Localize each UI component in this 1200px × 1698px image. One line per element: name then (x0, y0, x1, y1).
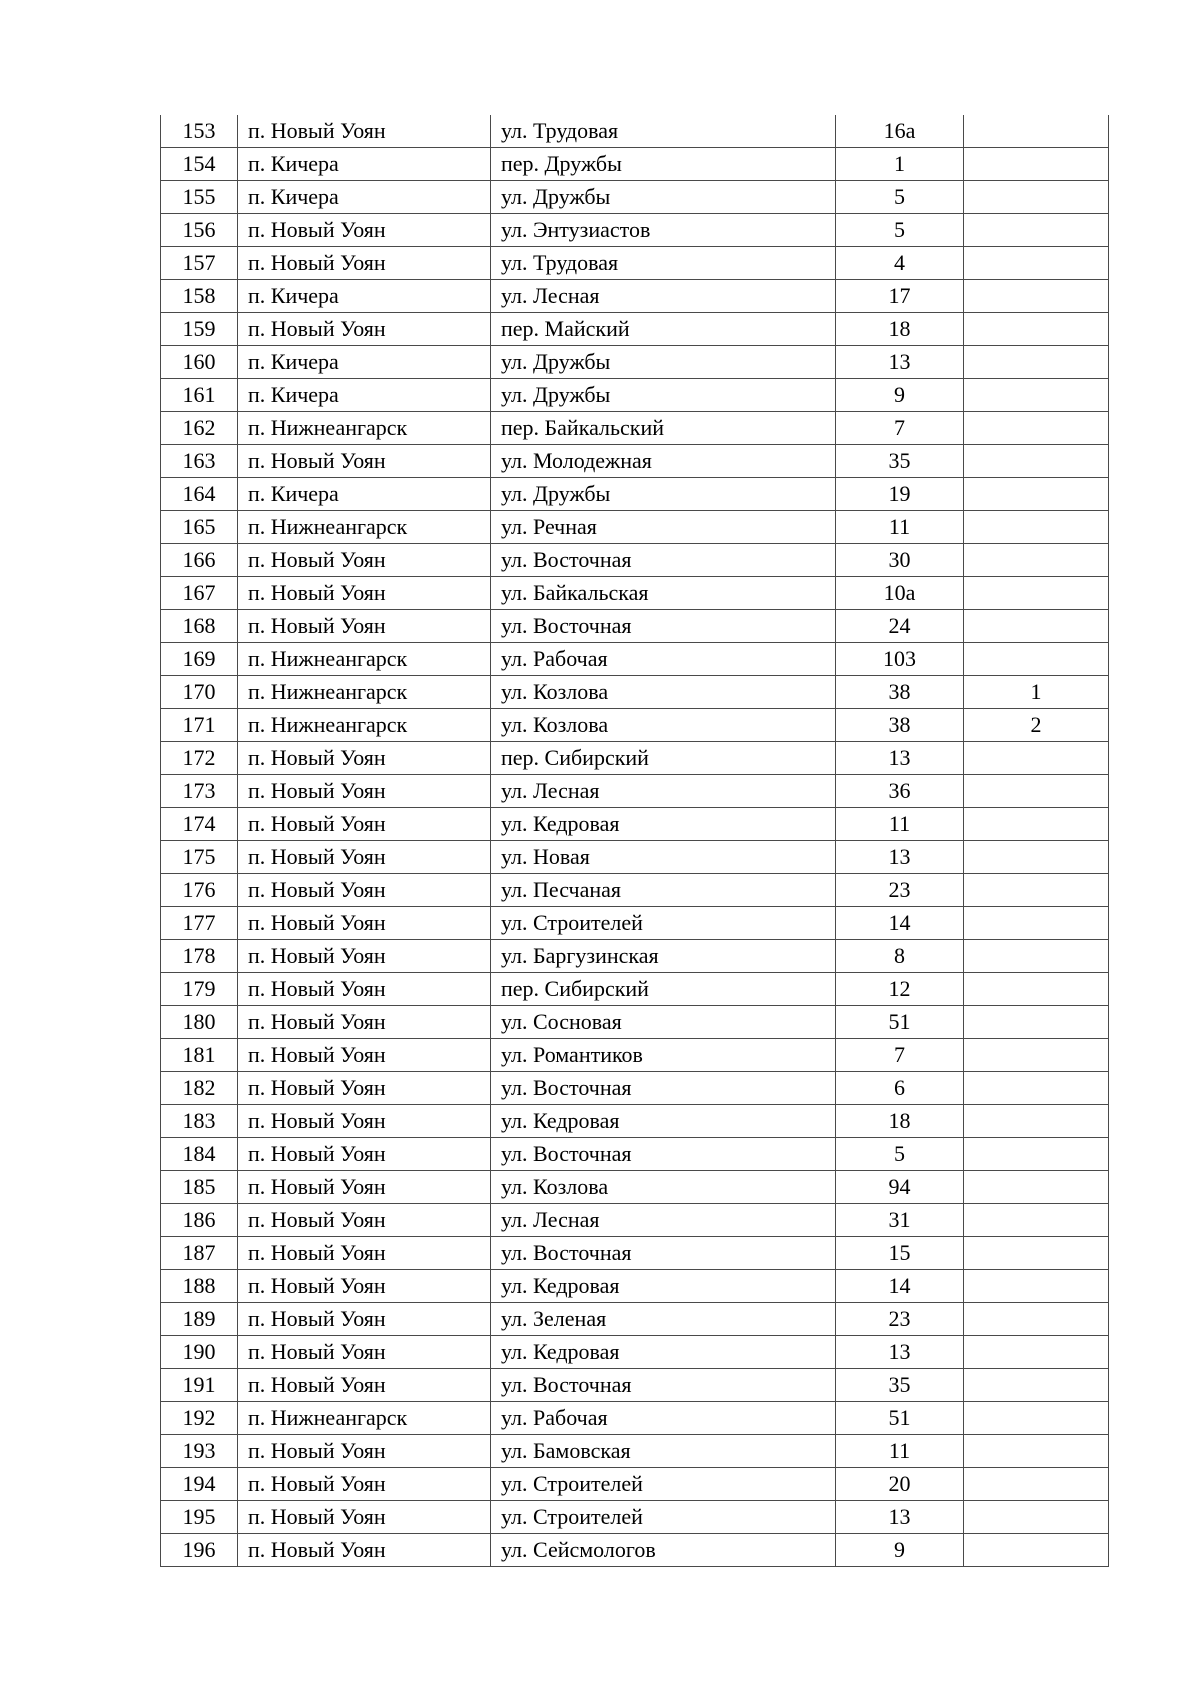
cell-apartment-number: 2 (964, 709, 1109, 742)
cell-row-number: 153 (161, 115, 238, 148)
cell-apartment-number (964, 1534, 1109, 1567)
cell-apartment-number (964, 214, 1109, 247)
cell-settlement: п. Новый Уоян (238, 1039, 491, 1072)
cell-house-number: 13 (836, 742, 964, 775)
cell-row-number: 154 (161, 148, 238, 181)
table-row (161, 1303, 1109, 1336)
table-row (161, 478, 1109, 511)
cell-apartment-number (964, 1303, 1109, 1336)
cell-street: ул. Лесная (491, 280, 836, 313)
table-row (161, 313, 1109, 346)
cell-settlement: п. Новый Уоян (238, 940, 491, 973)
table-row (161, 1072, 1109, 1105)
cell-street: ул. Байкальская (491, 577, 836, 610)
cell-street: ул. Лесная (491, 1204, 836, 1237)
table-row (161, 874, 1109, 907)
cell-settlement: п. Новый Уоян (238, 1270, 491, 1303)
cell-settlement: п. Нижнеангарск (238, 1402, 491, 1435)
cell-row-number: 184 (161, 1138, 238, 1171)
cell-house-number: 11 (836, 808, 964, 841)
cell-house-number: 1 (836, 148, 964, 181)
cell-apartment-number (964, 1435, 1109, 1468)
cell-street: ул. Восточная (491, 544, 836, 577)
cell-settlement: п. Кичера (238, 478, 491, 511)
cell-settlement: п. Новый Уоян (238, 874, 491, 907)
cell-row-number: 186 (161, 1204, 238, 1237)
cell-house-number: 5 (836, 214, 964, 247)
table-row (161, 115, 1109, 148)
table-row (161, 1369, 1109, 1402)
cell-street: ул. Восточная (491, 610, 836, 643)
cell-settlement: п. Нижнеангарск (238, 709, 491, 742)
cell-row-number: 170 (161, 676, 238, 709)
cell-row-number: 180 (161, 1006, 238, 1039)
cell-row-number: 155 (161, 181, 238, 214)
cell-apartment-number (964, 1237, 1109, 1270)
cell-settlement: п. Новый Уоян (238, 1237, 491, 1270)
cell-row-number: 171 (161, 709, 238, 742)
cell-settlement: п. Новый Уоян (238, 1435, 491, 1468)
cell-row-number: 164 (161, 478, 238, 511)
cell-street: ул. Романтиков (491, 1039, 836, 1072)
cell-street: ул. Восточная (491, 1138, 836, 1171)
cell-settlement: п. Новый Уоян (238, 808, 491, 841)
cell-street: ул. Строителей (491, 1501, 836, 1534)
cell-house-number: 38 (836, 676, 964, 709)
cell-row-number: 178 (161, 940, 238, 973)
cell-row-number: 183 (161, 1105, 238, 1138)
cell-settlement: п. Новый Уоян (238, 214, 491, 247)
cell-house-number: 16а (836, 115, 964, 148)
table-row (161, 511, 1109, 544)
cell-row-number: 188 (161, 1270, 238, 1303)
cell-settlement: п. Новый Уоян (238, 445, 491, 478)
cell-house-number: 8 (836, 940, 964, 973)
table-row (161, 346, 1109, 379)
table-row (161, 1468, 1109, 1501)
cell-street: ул. Козлова (491, 709, 836, 742)
cell-settlement: п. Новый Уоян (238, 577, 491, 610)
cell-street: пер. Дружбы (491, 148, 836, 181)
cell-house-number: 19 (836, 478, 964, 511)
table-row (161, 1105, 1109, 1138)
cell-street: ул. Строителей (491, 1468, 836, 1501)
table-row (161, 709, 1109, 742)
cell-settlement: п. Новый Уоян (238, 1303, 491, 1336)
cell-apartment-number (964, 148, 1109, 181)
cell-apartment-number (964, 874, 1109, 907)
cell-house-number: 9 (836, 1534, 964, 1567)
cell-street: ул. Кедровая (491, 1336, 836, 1369)
cell-house-number: 51 (836, 1006, 964, 1039)
cell-settlement: п. Новый Уоян (238, 115, 491, 148)
cell-street: ул. Дружбы (491, 181, 836, 214)
cell-settlement: п. Нижнеангарск (238, 412, 491, 445)
cell-street: ул. Дружбы (491, 346, 836, 379)
table-row (161, 973, 1109, 1006)
cell-apartment-number: 1 (964, 676, 1109, 709)
table-row (161, 1138, 1109, 1171)
cell-row-number: 175 (161, 841, 238, 874)
cell-row-number: 193 (161, 1435, 238, 1468)
cell-house-number: 23 (836, 1303, 964, 1336)
cell-house-number: 36 (836, 775, 964, 808)
cell-settlement: п. Кичера (238, 346, 491, 379)
cell-street: ул. Кедровая (491, 1270, 836, 1303)
cell-apartment-number (964, 412, 1109, 445)
cell-apartment-number (964, 511, 1109, 544)
cell-apartment-number (964, 973, 1109, 1006)
cell-row-number: 168 (161, 610, 238, 643)
cell-house-number: 14 (836, 1270, 964, 1303)
cell-row-number: 191 (161, 1369, 238, 1402)
cell-settlement: п. Новый Уоян (238, 973, 491, 1006)
cell-row-number: 189 (161, 1303, 238, 1336)
cell-house-number: 13 (836, 1501, 964, 1534)
cell-house-number: 7 (836, 1039, 964, 1072)
table-row (161, 1237, 1109, 1270)
address-table-body (161, 115, 1109, 1567)
cell-street: ул. Восточная (491, 1237, 836, 1270)
cell-settlement: п. Новый Уоян (238, 1336, 491, 1369)
cell-apartment-number (964, 1468, 1109, 1501)
cell-house-number: 24 (836, 610, 964, 643)
cell-apartment-number (964, 907, 1109, 940)
cell-apartment-number (964, 478, 1109, 511)
table-row (161, 1501, 1109, 1534)
cell-row-number: 176 (161, 874, 238, 907)
cell-house-number: 14 (836, 907, 964, 940)
cell-row-number: 167 (161, 577, 238, 610)
cell-apartment-number (964, 775, 1109, 808)
cell-house-number: 6 (836, 1072, 964, 1105)
cell-street: ул. Баргузинская (491, 940, 836, 973)
cell-row-number: 177 (161, 907, 238, 940)
cell-street: ул. Сейсмологов (491, 1534, 836, 1567)
cell-street: ул. Лесная (491, 775, 836, 808)
cell-row-number: 195 (161, 1501, 238, 1534)
cell-apartment-number (964, 841, 1109, 874)
cell-street: ул. Рабочая (491, 643, 836, 676)
cell-house-number: 7 (836, 412, 964, 445)
cell-apartment-number (964, 1105, 1109, 1138)
cell-settlement: п. Новый Уоян (238, 1138, 491, 1171)
cell-apartment-number (964, 445, 1109, 478)
cell-apartment-number (964, 1039, 1109, 1072)
cell-settlement: п. Новый Уоян (238, 907, 491, 940)
table-row (161, 1534, 1109, 1567)
cell-settlement: п. Новый Уоян (238, 775, 491, 808)
cell-row-number: 156 (161, 214, 238, 247)
cell-street: ул. Песчаная (491, 874, 836, 907)
cell-settlement: п. Новый Уоян (238, 610, 491, 643)
cell-street: ул. Восточная (491, 1072, 836, 1105)
cell-house-number: 13 (836, 1336, 964, 1369)
cell-row-number: 181 (161, 1039, 238, 1072)
cell-settlement: п. Новый Уоян (238, 313, 491, 346)
cell-row-number: 166 (161, 544, 238, 577)
cell-row-number: 162 (161, 412, 238, 445)
cell-street: ул. Дружбы (491, 379, 836, 412)
cell-apartment-number (964, 610, 1109, 643)
table-row (161, 412, 1109, 445)
table-row (161, 676, 1109, 709)
cell-street: ул. Трудовая (491, 247, 836, 280)
cell-apartment-number (964, 1402, 1109, 1435)
cell-street: ул. Строителей (491, 907, 836, 940)
cell-apartment-number (964, 1369, 1109, 1402)
cell-apartment-number (964, 1006, 1109, 1039)
cell-settlement: п. Новый Уоян (238, 1204, 491, 1237)
cell-settlement: п. Кичера (238, 280, 491, 313)
cell-settlement: п. Новый Уоян (238, 1369, 491, 1402)
table-row (161, 379, 1109, 412)
cell-settlement: п. Кичера (238, 148, 491, 181)
table-row (161, 181, 1109, 214)
cell-row-number: 160 (161, 346, 238, 379)
cell-row-number: 159 (161, 313, 238, 346)
table-row (161, 1435, 1109, 1468)
cell-house-number: 12 (836, 973, 964, 1006)
cell-row-number: 161 (161, 379, 238, 412)
cell-street: ул. Козлова (491, 676, 836, 709)
cell-apartment-number (964, 346, 1109, 379)
cell-row-number: 190 (161, 1336, 238, 1369)
cell-house-number: 94 (836, 1171, 964, 1204)
cell-house-number: 31 (836, 1204, 964, 1237)
cell-house-number: 15 (836, 1237, 964, 1270)
cell-settlement: п. Нижнеангарск (238, 511, 491, 544)
cell-apartment-number (964, 577, 1109, 610)
cell-apartment-number (964, 940, 1109, 973)
cell-row-number: 185 (161, 1171, 238, 1204)
cell-apartment-number (964, 808, 1109, 841)
table-row (161, 544, 1109, 577)
cell-row-number: 179 (161, 973, 238, 1006)
cell-row-number: 192 (161, 1402, 238, 1435)
cell-settlement: п. Новый Уоян (238, 1468, 491, 1501)
cell-apartment-number (964, 379, 1109, 412)
cell-row-number: 187 (161, 1237, 238, 1270)
cell-apartment-number (964, 742, 1109, 775)
table-row (161, 1039, 1109, 1072)
table-row (161, 742, 1109, 775)
cell-house-number: 20 (836, 1468, 964, 1501)
cell-house-number: 30 (836, 544, 964, 577)
cell-row-number: 196 (161, 1534, 238, 1567)
cell-apartment-number (964, 181, 1109, 214)
cell-settlement: п. Новый Уоян (238, 1171, 491, 1204)
cell-street: ул. Бамовская (491, 1435, 836, 1468)
table-row (161, 445, 1109, 478)
cell-settlement: п. Новый Уоян (238, 544, 491, 577)
cell-row-number: 182 (161, 1072, 238, 1105)
cell-apartment-number (964, 643, 1109, 676)
cell-house-number: 23 (836, 874, 964, 907)
cell-row-number: 194 (161, 1468, 238, 1501)
cell-house-number: 18 (836, 313, 964, 346)
cell-apartment-number (964, 544, 1109, 577)
cell-house-number: 11 (836, 511, 964, 544)
cell-apartment-number (964, 1270, 1109, 1303)
cell-settlement: п. Новый Уоян (238, 1105, 491, 1138)
table-row (161, 1336, 1109, 1369)
cell-apartment-number (964, 1072, 1109, 1105)
cell-settlement: п. Нижнеангарск (238, 676, 491, 709)
table-row (161, 280, 1109, 313)
table-row (161, 1204, 1109, 1237)
cell-apartment-number (964, 1171, 1109, 1204)
cell-street: ул. Дружбы (491, 478, 836, 511)
cell-house-number: 51 (836, 1402, 964, 1435)
cell-street: пер. Майский (491, 313, 836, 346)
cell-row-number: 169 (161, 643, 238, 676)
cell-street: ул. Рабочая (491, 1402, 836, 1435)
cell-house-number: 5 (836, 181, 964, 214)
cell-street: ул. Речная (491, 511, 836, 544)
table-row (161, 775, 1109, 808)
cell-house-number: 9 (836, 379, 964, 412)
cell-row-number: 173 (161, 775, 238, 808)
cell-street: ул. Зеленая (491, 1303, 836, 1336)
cell-house-number: 17 (836, 280, 964, 313)
cell-row-number: 165 (161, 511, 238, 544)
cell-row-number: 163 (161, 445, 238, 478)
cell-settlement: п. Нижнеангарск (238, 643, 491, 676)
table-row (161, 841, 1109, 874)
cell-apartment-number (964, 1501, 1109, 1534)
cell-settlement: п. Новый Уоян (238, 742, 491, 775)
cell-house-number: 13 (836, 841, 964, 874)
table-row (161, 247, 1109, 280)
cell-house-number: 5 (836, 1138, 964, 1171)
cell-street: ул. Трудовая (491, 115, 836, 148)
cell-apartment-number (964, 1138, 1109, 1171)
cell-house-number: 35 (836, 1369, 964, 1402)
cell-apartment-number (964, 1204, 1109, 1237)
cell-house-number: 35 (836, 445, 964, 478)
cell-street: ул. Восточная (491, 1369, 836, 1402)
cell-street: ул. Сосновая (491, 1006, 836, 1039)
cell-apartment-number (964, 115, 1109, 148)
table-row (161, 1006, 1109, 1039)
table-row (161, 577, 1109, 610)
cell-street: ул. Кедровая (491, 808, 836, 841)
table-row (161, 808, 1109, 841)
cell-street: ул. Кедровая (491, 1105, 836, 1138)
cell-settlement: п. Кичера (238, 379, 491, 412)
cell-apartment-number (964, 313, 1109, 346)
cell-settlement: п. Новый Уоян (238, 1072, 491, 1105)
table-row (161, 940, 1109, 973)
table-row (161, 1270, 1109, 1303)
address-table (160, 115, 1109, 1567)
cell-settlement: п. Новый Уоян (238, 247, 491, 280)
table-row (161, 214, 1109, 247)
cell-settlement: п. Новый Уоян (238, 841, 491, 874)
table-row (161, 907, 1109, 940)
cell-settlement: п. Новый Уоян (238, 1006, 491, 1039)
cell-settlement: п. Новый Уоян (238, 1501, 491, 1534)
cell-street: ул. Энтузиастов (491, 214, 836, 247)
cell-row-number: 158 (161, 280, 238, 313)
table-row (161, 610, 1109, 643)
table-row (161, 148, 1109, 181)
cell-street: ул. Козлова (491, 1171, 836, 1204)
table-row (161, 1402, 1109, 1435)
cell-settlement: п. Новый Уоян (238, 1534, 491, 1567)
cell-street: пер. Байкальский (491, 412, 836, 445)
cell-house-number: 13 (836, 346, 964, 379)
cell-apartment-number (964, 280, 1109, 313)
cell-apartment-number (964, 247, 1109, 280)
cell-house-number: 18 (836, 1105, 964, 1138)
cell-house-number: 38 (836, 709, 964, 742)
cell-street: пер. Сибирский (491, 973, 836, 1006)
cell-house-number: 4 (836, 247, 964, 280)
table-row (161, 643, 1109, 676)
cell-house-number: 103 (836, 643, 964, 676)
cell-row-number: 157 (161, 247, 238, 280)
cell-row-number: 174 (161, 808, 238, 841)
table-row (161, 1171, 1109, 1204)
cell-apartment-number (964, 1336, 1109, 1369)
cell-street: пер. Сибирский (491, 742, 836, 775)
cell-house-number: 10а (836, 577, 964, 610)
cell-house-number: 11 (836, 1435, 964, 1468)
cell-street: ул. Молодежная (491, 445, 836, 478)
cell-street: ул. Новая (491, 841, 836, 874)
cell-row-number: 172 (161, 742, 238, 775)
cell-settlement: п. Кичера (238, 181, 491, 214)
